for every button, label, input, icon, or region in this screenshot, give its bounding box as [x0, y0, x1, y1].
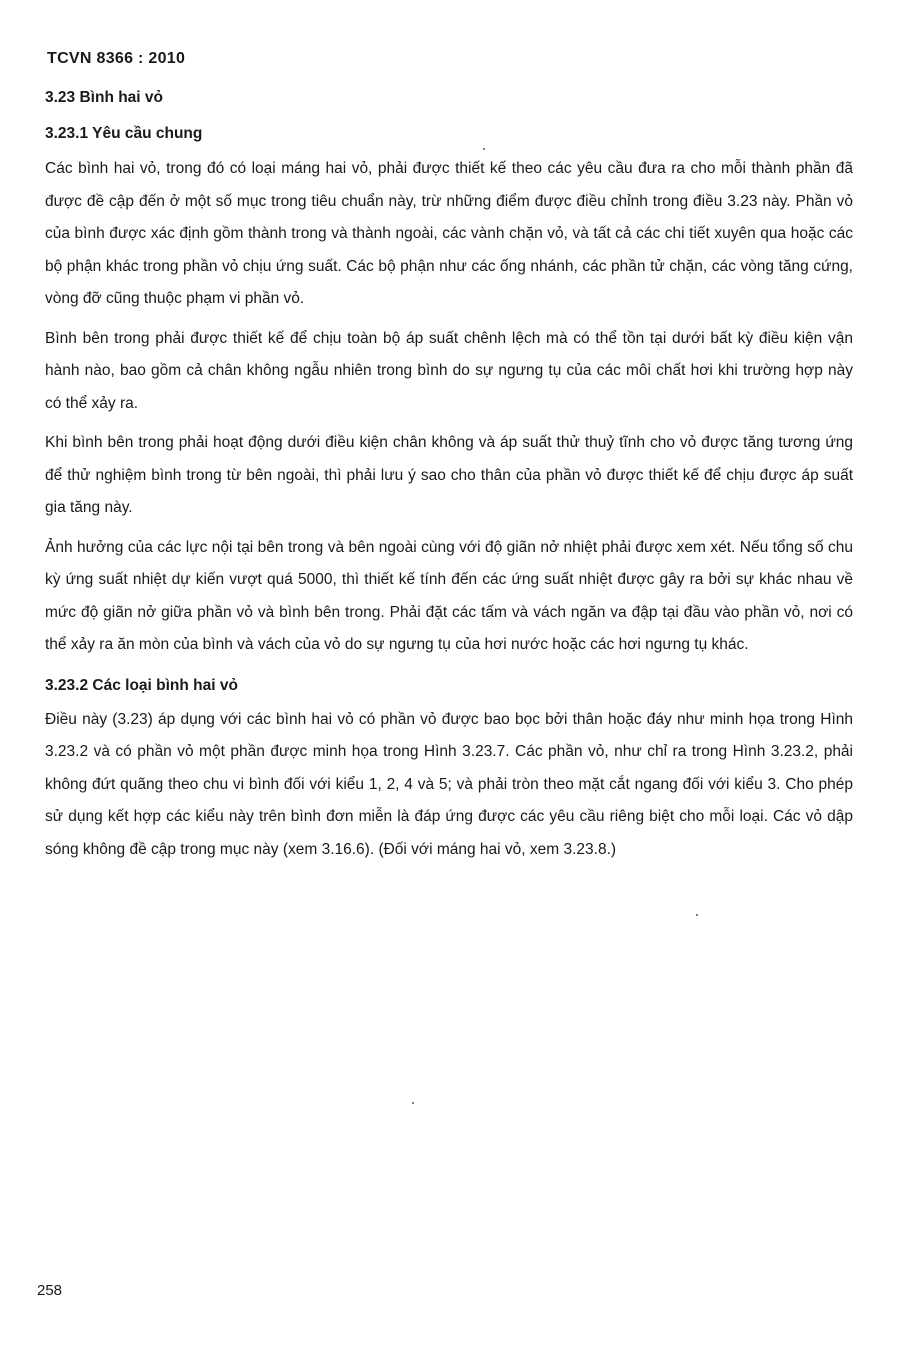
paragraph-general-requirements-3: Khi bình bên trong phải hoạt động dưới điều kiện chân không và áp suất thử thuỷ tĩnh cho vỏ được tăng tương ứng để thử nghiệm bình trong từ bên ngoài, thì phải lưu ý sao cho thân của phần vỏ được thiết kế để chịu được áp suất gia tăng này. — [45, 434, 853, 516]
paragraph-general-requirements-2: Bình bên trong phải được thiết kế để chịu toàn bộ áp suất chênh lệch mà có thể tồn tại dưới bất kỳ điều kiện vận hành nào, bao gồm cả chân không ngẫu nhiên trong bình do sự ngưng tụ của các môi chất hơi khi trường hợp này có thể xảy ra. — [45, 329, 853, 412]
section-heading-3-23: 3.23 Bình hai vỏ — [45, 89, 164, 106]
scan-speck — [483, 148, 485, 150]
paragraph-general-requirements-1: Các bình hai vỏ, trong đó có loại máng hai vỏ, phải được thiết kế theo các yêu cầu đưa ra cho mỗi thành phần đã được đề cập đến ở một số mục trong tiêu chuẩn này, trừ những điểm được điều chỉnh trong điều 3.23 này. Phần vỏ của bình được xác định gồm thành trong và thành ngoài, các vành chặn vỏ, và tất cả các chi tiết xuyên qua hoặc các bộ phận khác trong phần vỏ chịu ứng suất. Các bộ phận như các ống nhánh, các phần tử chặn, các vòng tăng cứng, vòng đỡ cũng thuộc phạm vi phần vỏ. — [45, 160, 853, 307]
page-number: 258 — [37, 1282, 63, 1299]
scan-speck — [696, 914, 698, 916]
subsection-heading-3-23-1: 3.23.1 Yêu cầu chung — [45, 125, 203, 142]
page-content — [45, 84, 853, 866]
paragraph-vessel-types-1: Điều này (3.23) áp dụng với các bình hai vỏ có phần vỏ được bao bọc bởi thân hoặc đáy như minh họa trong Hình 3.23.2 và có phần vỏ một phần được minh họa trong Hình 3.23.7. Các phần vỏ, như chỉ ra trong Hình 3.23.2, phải không đứt quãng theo chu vi bình đối với kiểu 1, 2, 4 và 5; và phải tròn theo mặt cắt ngang đối với kiểu 3. Cho phép sử dụng kết hợp các kiểu này trên bình đơn miễn là đáp ứng được các yêu cầu riêng biệt cho mỗi loại. Các vỏ dập sóng không đề cập trong mục này (xem 3.16.6). (Đối với máng hai vỏ, xem 3.23.8.) — [45, 710, 853, 858]
paragraph-general-requirements-4: Ảnh hưởng của các lực nội tại bên trong và bên ngoài cùng với độ giãn nở nhiệt phải được xem xét. Nếu tổng số chu kỳ ứng suất nhiệt dự kiến vượt quá 5000, thì thiết kế tính đến các ứng suất nhiệt được gây ra bởi sự khác nhau về mức độ giãn nở giữa phần vỏ và bình bên trong. Phải đặt các tấm và vách ngăn va đập tại đầu vào phần vỏ, nơi có thể xảy ra ăn mòn của bình và vách của vỏ do sự ngưng tụ của hơi nước hoặc các hơi ngưng tụ khác. — [45, 538, 853, 653]
subsection-heading-3-23-2: 3.23.2 Các loại bình hai vỏ — [45, 676, 238, 694]
standard-code: TCVN 8366 : 2010 — [47, 50, 186, 67]
scan-speck — [412, 1102, 414, 1104]
